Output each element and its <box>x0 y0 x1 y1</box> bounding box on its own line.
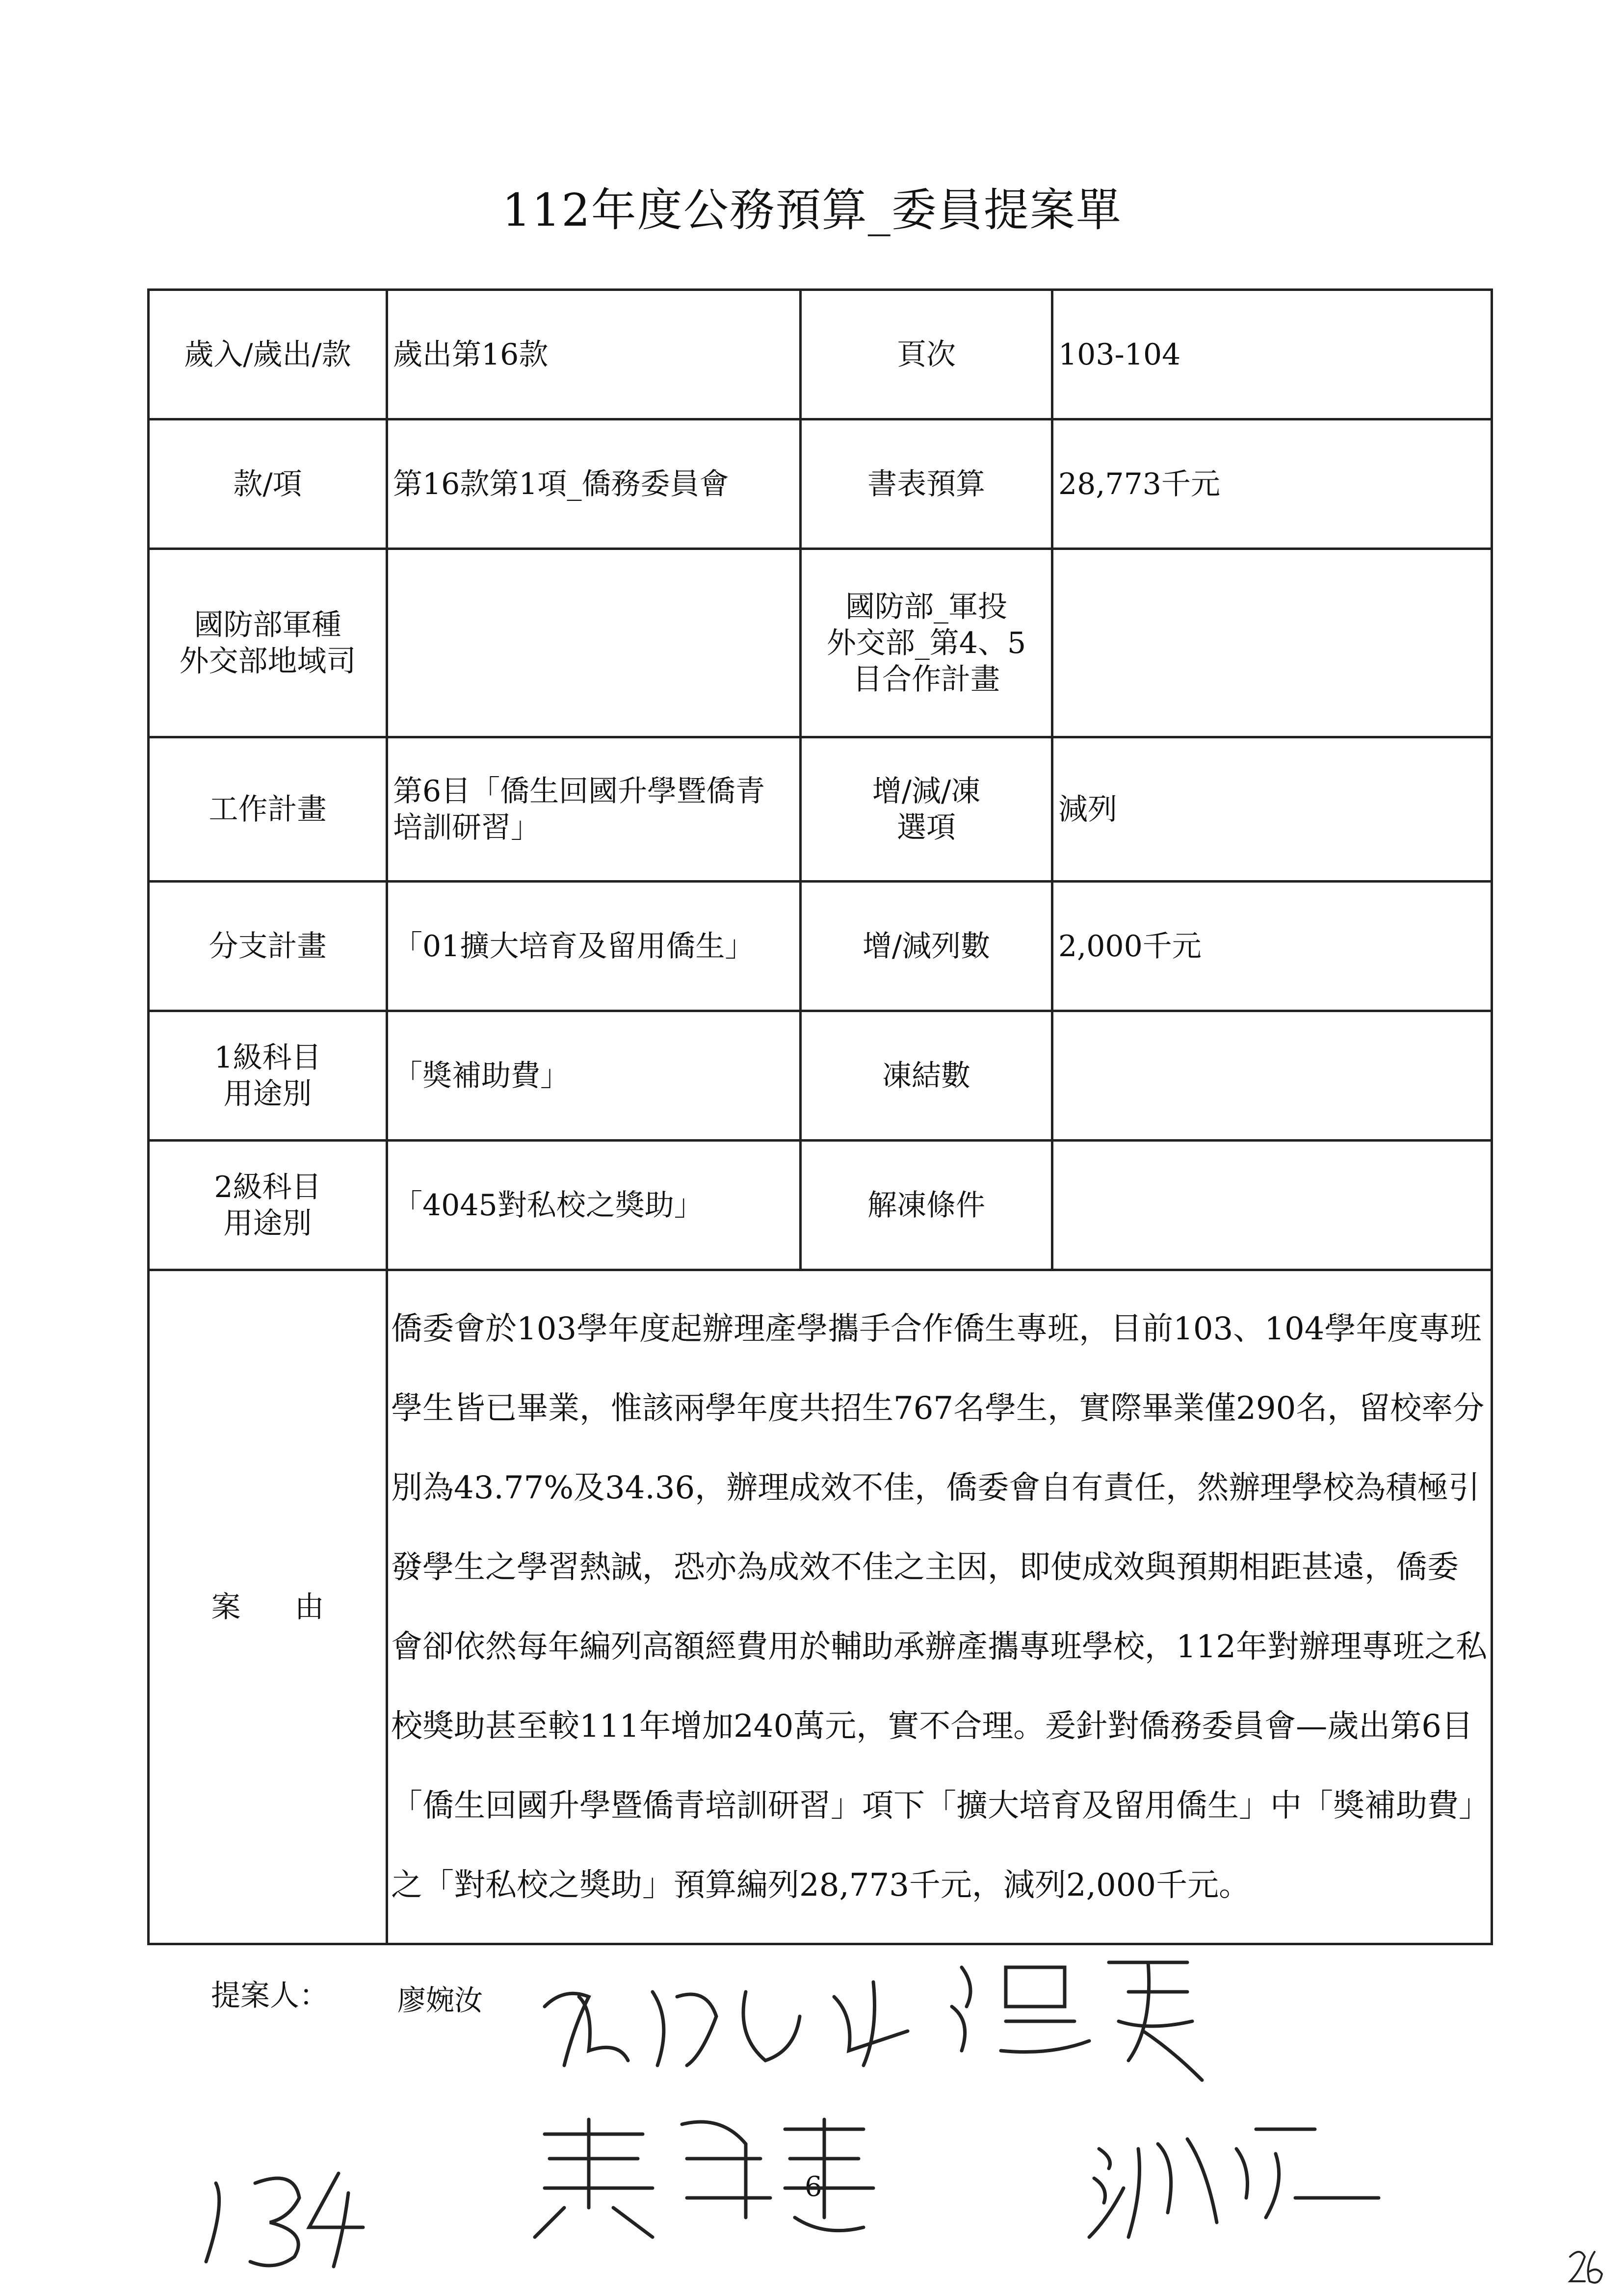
handwritten-corner-mark <box>1570 2252 1602 2283</box>
field-value: 第6目「僑生回國升學暨僑青培訓研習」 <box>387 737 801 882</box>
signature-1 <box>545 1982 908 2065</box>
field-value: 第16款第1項_僑務委員會 <box>387 419 801 549</box>
proposer-name: 廖婉汝 <box>397 1983 483 2017</box>
field-value: 28,773千元 <box>1052 419 1492 549</box>
field-value: 2,000千元 <box>1052 882 1492 1011</box>
field-label: 增/減列數 <box>801 882 1052 1011</box>
case-text: 僑委會於103學年度起辦理產學攜手合作僑生專班，目前103、104學年度專班學生皆已畢業，惟該兩學年度共招生767名學生，實際畢業僅290名，留校率分別為43.77%及34.36，辦理成效不佳，僑委會自有責任，然辦理學校為積極引發學生之學習熱誠，恐亦為成效不佳之主因，即使成效與預期相距甚遠，僑委會卻依然每年編列高額經費用於輔助承辦產攜專班學校，112年對辦理專班之私校獎助甚至較111年增加240萬元，實不合理。爰針對僑務委員會—歲出第6目「僑生回國升學暨僑青培訓研習」項下「擴大培育及留用僑生」中「獎補助費」之「對私校之獎助」預算編列28,773千元，減列2,000千元。 <box>387 1270 1492 1944</box>
field-label: 歲入/歲出/款 <box>149 290 387 419</box>
handwritten-page-mark <box>206 2173 363 2267</box>
field-label: 解凍條件 <box>801 1141 1052 1270</box>
field-label: 款/項 <box>149 419 387 549</box>
field-value: 「4045對私校之獎助」 <box>387 1141 801 1270</box>
page-title: 112年度公務預算_委員提案單 <box>502 184 1122 236</box>
field-label: 2級科目 用途別 <box>149 1141 387 1270</box>
field-label: 凍結數 <box>801 1011 1052 1141</box>
proposer-label: 提案人： <box>211 1979 329 2013</box>
field-value: 103-104 <box>1052 290 1492 419</box>
signature-3 <box>535 2119 873 2237</box>
field-label: 書表預算 <box>801 419 1052 549</box>
field-label: 頁次 <box>801 290 1052 419</box>
field-value: 減列 <box>1052 737 1492 882</box>
field-value: 「獎補助費」 <box>387 1011 801 1141</box>
signature-2 <box>952 1962 1202 2080</box>
field-label: 分支計畫 <box>149 882 387 1011</box>
field-label: 工作計畫 <box>149 737 387 882</box>
field-label: 增/減/凍 選項 <box>801 737 1052 882</box>
signature-4 <box>1089 2129 1379 2237</box>
field-value: 歲出第16款 <box>387 290 801 419</box>
page-number: 6 <box>805 2171 822 2203</box>
field-label: 1級科目 用途別 <box>149 1011 387 1141</box>
field-label: 國防部_軍投 外交部_第4、5 目合作計畫 <box>801 549 1052 737</box>
field-label: 國防部軍種 外交部地域司 <box>149 549 387 737</box>
field-value: 「01擴大培育及留用僑生」 <box>387 882 801 1011</box>
case-label: 案由 <box>149 1270 387 1944</box>
